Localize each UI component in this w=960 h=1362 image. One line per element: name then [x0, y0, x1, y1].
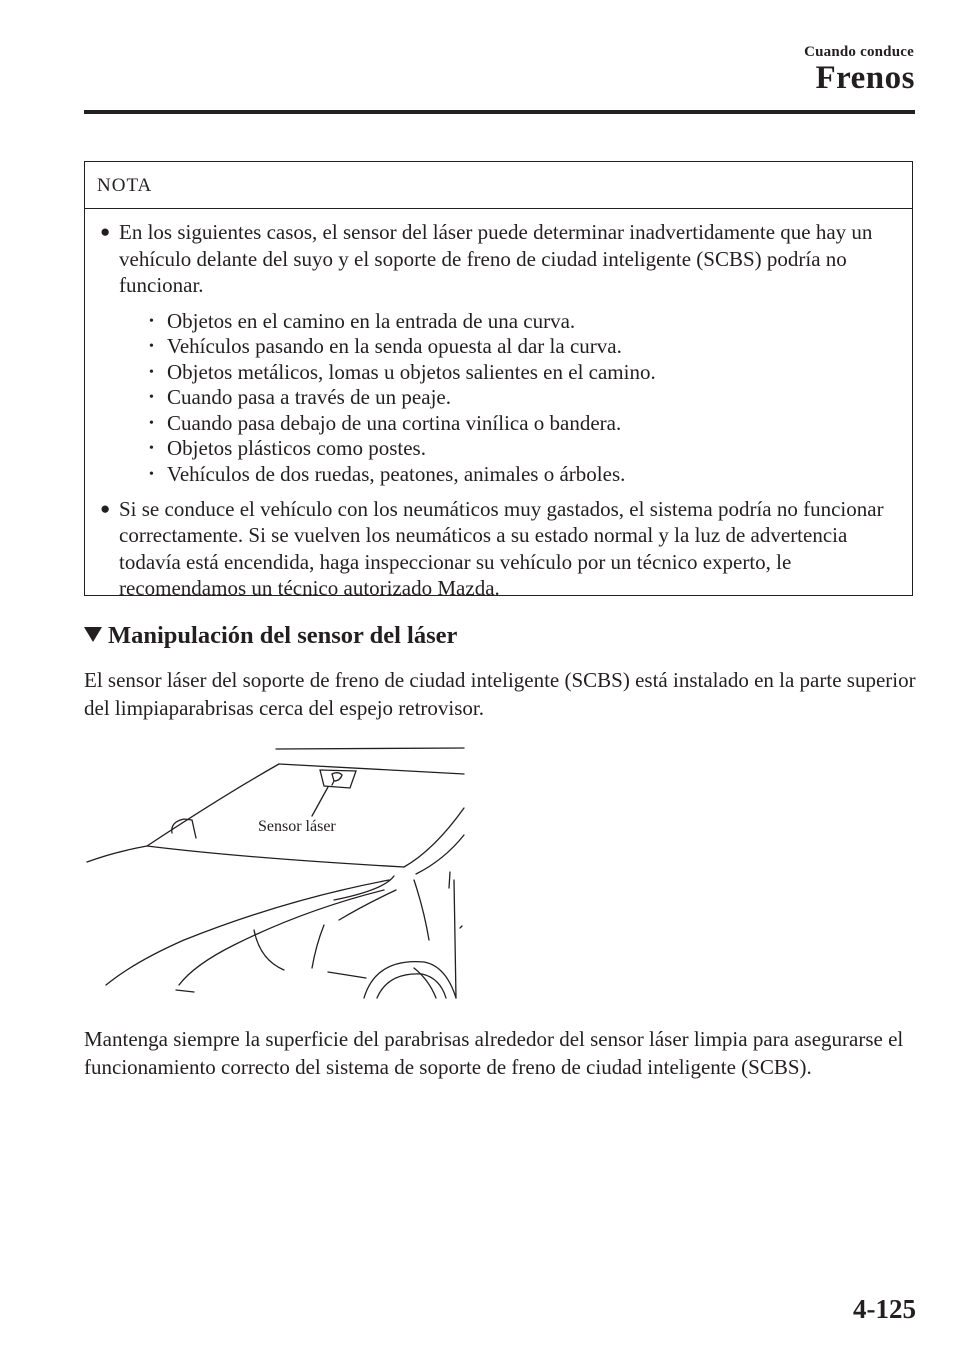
note-bullet-text: Si se conduce el vehículo con los neumáticos muy gastados, el sistema podría no funcionar correctamente. Si se vuelven los neumáticos a su estado normal y la luz de advertencia todavía está encendida, haga inspeccionar su vehículo por un técnico experto, le recomendamos un técnico autorizado Mazda. — [119, 496, 884, 601]
sub-bullet-icon: • — [149, 339, 154, 355]
sub-bullet-icon: • — [149, 364, 154, 380]
note-sublist — [119, 309, 900, 488]
body-side-line — [454, 880, 456, 998]
list-item: • Objetos plásticos como postes. — [149, 436, 426, 461]
header-section: Cuando conduce — [804, 44, 914, 60]
list-item: • Cuando pasa debajo de una cortina vinílica o bandera. — [149, 410, 622, 435]
wheel-arch-line — [414, 968, 436, 998]
side-mirror — [172, 819, 192, 833]
section-title — [84, 622, 457, 650]
paragraph-sensor-location: El sensor láser del soporte de freno de ciudad inteligente (SCBS) está instalado en la parte superior del limpiaparabrisas cerca del espejo retrovisor. — [84, 668, 916, 720]
list-item: • Objetos en el camino en la entrada de una curva. — [149, 308, 576, 333]
note-header — [85, 162, 912, 209]
bumper-line — [254, 930, 284, 970]
bullet-dot-icon: ● — [100, 222, 111, 241]
windshield-sensor-illustration — [84, 740, 468, 1000]
laser-sensor-icon — [332, 773, 342, 785]
section-title-text: Manipulación del sensor del láser — [108, 622, 458, 649]
list-item: • Cuando pasa a través de un peaje. — [149, 385, 451, 410]
hood-line-2 — [179, 890, 384, 985]
note-box — [84, 161, 913, 601]
sub-bullet-icon: • — [149, 467, 154, 483]
page-number: 4-125 — [853, 1294, 916, 1324]
list-item: • Vehículos de dos ruedas, peatones, animales o árboles. — [149, 462, 626, 487]
left-side-line — [87, 846, 147, 862]
paragraph-maintenance: Mantenga siempre la superficie del parabrisas alrededor del sensor láser limpia para asegurarse el funcionamiento correcto del sistema de soporte de freno de ciudad inteligente (SCBS). — [84, 1027, 904, 1079]
wheel-arch-outer — [364, 962, 456, 998]
small-dash — [460, 926, 462, 928]
side-mirror-stem — [192, 820, 196, 838]
header-rule — [84, 110, 915, 114]
sub-bullet-icon: • — [149, 441, 154, 457]
note-bullet-text: En los siguientes casos, el sensor del láser puede determinar inadvertidamente que hay un vehículo delante del suyo y el soporte de freno de ciudad inteligente (SCBS) podría no funcionar. — [119, 220, 873, 297]
windshield-bottom-edge — [147, 846, 404, 867]
note-title: NOTA — [97, 175, 153, 196]
label-leader-line — [312, 787, 328, 816]
note-body — [85, 209, 912, 602]
sub-bullet-icon: • — [149, 390, 154, 406]
windshield-top-edge — [279, 764, 464, 774]
bumper-low-line — [328, 972, 366, 978]
cowl-line — [334, 876, 394, 900]
list-item: • Objetos metálicos, lomas u objetos salientes en el camino. — [149, 359, 656, 384]
sub-bullet-icon: • — [149, 415, 154, 431]
a-pillar-inner — [416, 835, 464, 874]
note-bullet — [97, 496, 900, 602]
body-mark — [449, 872, 450, 888]
headlight-line — [312, 925, 324, 968]
sub-bullet-icon: • — [149, 313, 154, 329]
roof-line — [276, 748, 464, 749]
hood-line-1 — [106, 880, 389, 985]
header-title: Frenos — [815, 60, 915, 96]
wheel-arch-inner — [377, 974, 446, 998]
bullet-dot-icon: ● — [100, 498, 111, 518]
fender-line — [414, 880, 429, 940]
note-bullet — [97, 219, 900, 488]
a-pillar-right — [404, 808, 464, 867]
triangle-marker-icon — [84, 627, 102, 642]
list-item: • Vehículos pasando en la senda opuesta al dar la curva. — [149, 334, 622, 359]
figure-label-laser-sensor: Sensor láser — [258, 818, 336, 835]
grille-mark — [176, 990, 194, 992]
